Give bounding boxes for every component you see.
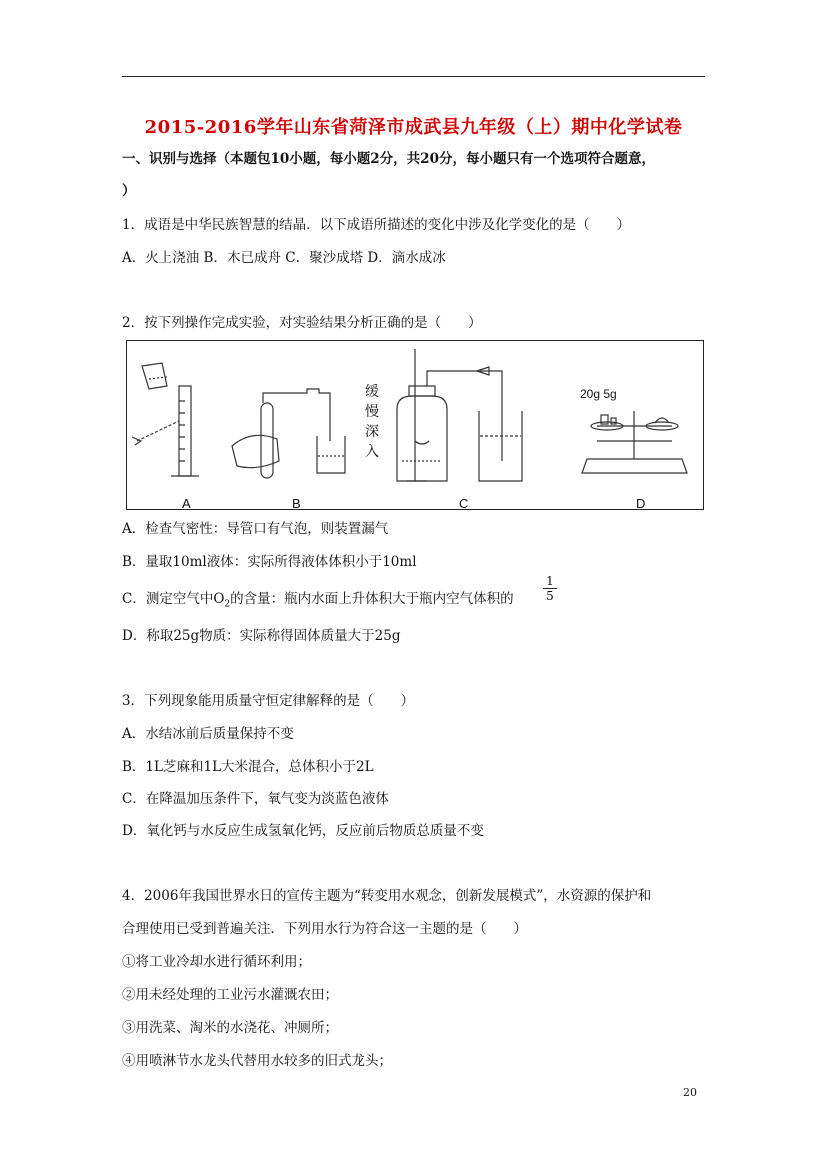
hand xyxy=(232,435,279,467)
c-note-1: 缓 xyxy=(365,383,379,399)
q3-option-c: C．在降温加压条件下，氧气变为淡蓝色液体 xyxy=(122,791,389,807)
gas-jar xyxy=(397,396,447,481)
q4-stem-2: 合理使用已受到普遍关注．下列用水行为符合这一主题的是（ ） xyxy=(122,921,527,937)
q2-option-c-sub: 2 xyxy=(224,599,231,610)
fraction-denominator: 5 xyxy=(543,588,557,603)
q2-option-a: A．检查气密性：导管口有气泡，则装置漏气 xyxy=(122,521,389,537)
c-note-3: 深 xyxy=(365,423,379,439)
q3-option-b: B．1L芝麻和1L大米混合，总体积小于2L xyxy=(122,759,374,775)
q4-item-4: ④用喷淋节水龙头代替用水较多的旧式龙头； xyxy=(122,1053,392,1069)
q3-stem: 3．下列现象能用质量守恒定律解释的是（ ） xyxy=(122,693,415,709)
q2-option-c-pre: C．测定空气中O xyxy=(122,591,225,607)
header-rule xyxy=(122,76,705,77)
c-note-2: 慢 xyxy=(365,403,379,419)
q3-option-a: A．水结冰前后质量保持不变 xyxy=(122,726,294,742)
pouring-beaker xyxy=(142,363,167,389)
section-heading: 一、识别与选择（本题包10小题，每小题2分，共20分，每小题只有一个选项符合题意， xyxy=(122,151,655,167)
figure-label-a: A xyxy=(182,496,191,511)
graduated-cylinder xyxy=(179,386,191,476)
beaker-b xyxy=(317,436,345,473)
fraction-numerator: 1 xyxy=(546,574,554,588)
q3-option-d: D．氧化钙与水反应生成氢氧化钙，反应前后物质总质量不变 xyxy=(122,823,484,839)
q1-stem: 1．成语是中华民族智慧的结晶．以下成语所描述的变化中涉及化学变化的是（ ） xyxy=(122,217,631,233)
q2-option-b: B．量取10ml液体：实际所得液体体积小于10ml xyxy=(122,554,417,570)
apparatus-drawing xyxy=(127,341,705,511)
fraction-one-fifth xyxy=(543,574,557,603)
sight-line xyxy=(137,421,179,441)
q2-figure xyxy=(126,340,704,510)
figure-label-b: B xyxy=(292,496,301,511)
q4-item-2: ②用未经处理的工业污水灌溉农田； xyxy=(122,987,338,1003)
q4-item-3: ③用洗菜、淘米的水浇花、冲厕所； xyxy=(122,1020,338,1036)
beaker-c xyxy=(479,411,522,481)
q4-stem-1: 4．2006年我国世界水日的宣传主题为“转变用水观念，创新发展模式”，水资源的保护和 xyxy=(122,888,652,904)
section-heading-cont: ） xyxy=(122,183,136,199)
q2-option-c-post: 的含量：瓶内水面上升体积大于瓶内空气体积的 xyxy=(230,591,514,607)
figure-label-c: C xyxy=(459,496,469,511)
q4-item-1: ①将工业冷却水进行循环利用； xyxy=(122,954,311,970)
exam-title: 2015-2016学年山东省菏泽市成武县九年级（上）期中化学试卷 xyxy=(144,117,683,138)
figure-label-d: D xyxy=(636,496,646,511)
eye-icon xyxy=(132,437,141,445)
weights-label: 20g 5g xyxy=(580,387,617,401)
q2-stem: 2．按下列操作完成实验，对实验结果分析正确的是（ ） xyxy=(122,315,482,331)
q2-option-d: D．称取25g物质：实际称得固体质量大于25g xyxy=(122,628,401,644)
c-note-4: 入 xyxy=(365,443,379,459)
q1-options: A．火上浇油 B．木已成舟 C．聚沙成塔 D．滴水成冰 xyxy=(122,250,446,266)
page-number: 20 xyxy=(683,1086,697,1099)
q2-option-c xyxy=(122,590,514,614)
connecting-tube xyxy=(427,371,502,461)
balance-base xyxy=(582,459,687,473)
